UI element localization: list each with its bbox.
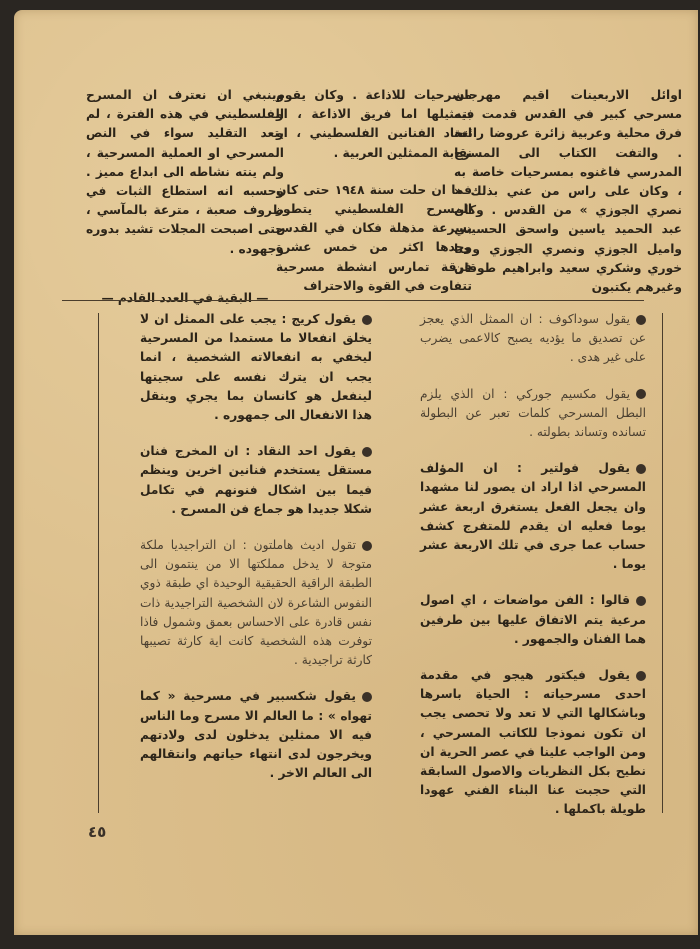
magazine-page: [14, 10, 698, 935]
quote-item: يقول سوداكوف : ان الممثل الذي يعجز عن تصديق ما يؤديه يصبح كالاعمى يضرب على غير هدى .: [420, 312, 646, 365]
quote-item: يقول فيكتور هيجو في مقدمة احدى مسرحياته : الحياة باسرها وباشكالها التي لا تعد ولا تحصى يجب ان تكون نموذجا للكاتب المسرحي ، ومن الواجب علينا في عصر الحرية ان نطيح بكل النظريات والاصول السابقة التي حجبت عنا البناء الفني عهودا طويلة باكملها .: [420, 668, 646, 817]
bullet-icon: [362, 315, 372, 325]
box-border-right: [662, 313, 663, 813]
section-divider: [62, 300, 644, 301]
quote-item: تقول اديث هاملتون : ان التراجيديا ملكة متوجة لا يدخل مملكتها الا من ينتمون الى الطبقة الراقية الحقيقية الوحيدة اي طبقة ذوي النفوس الشاعرة لان الشخصية التراجيدية ذات نفس قادرة على الاحساس بعمق وشمول فاذا توفرت هذه الشخصية كانت اية كارثة تصيبها كارثة تراجيدية .: [140, 538, 372, 668]
box-border-left: [98, 313, 99, 813]
quote-item: يقول شكسبير في مسرحية « كما تهواه » : ما العالم الا مسرح وما الناس فيه الا ممثلين يدخلون لدى ولادتهم ويخرجون لدى انتهاء حياتهم وانتقالهم الى العالم الاخر .: [140, 689, 372, 781]
article-column-right: [454, 86, 682, 297]
quote-item: قالوا : الفن مواضعات ، اي اصول مرعية يتم الاتفاق عليها بين طرفين هما الفنان والجمهور .: [420, 593, 646, 646]
bullet-icon: [362, 692, 372, 702]
quote-item: يقول احد النقاد : ان المخرج فنان مستقل يستخدم فنانين اخرين وينظم فيما بين اشكال فنونهم في تكامل شكلا جديدا هو جماع فن المسرح .: [140, 444, 372, 516]
article-paragraph: مسرحيات للاذاعة . وكان يقوم بتمثيلها اما فريق الاذاعة ، او اتحاد الفنانين الفلسطيني ، او نقابة الممثلين العربية .: [276, 88, 472, 160]
quote-item: يقول فولتير : ان المؤلف المسرحي اذا اراد ان يصور لنا مشهدا وان يجعل الفعل يستغرق اربعة عشر يوما فعليه ان يقدم للمتفرج كشف حساب عما جرى في تلك الاربعة عشر يوما .: [420, 461, 646, 572]
bullet-icon: [636, 389, 646, 399]
bullet-icon: [362, 541, 372, 551]
bullet-icon: [362, 447, 372, 457]
bullet-icon: [636, 464, 646, 474]
quote-item: يقول مكسيم جوركي : ان الذي يلزم البطل المسرحي كلمات تعبر عن البطولة تسانده وتساند بطولته .: [420, 386, 646, 440]
article-column-middle: [276, 86, 472, 296]
page-number: ٤٥: [88, 823, 107, 841]
quotes-column-left: [140, 310, 372, 800]
article-paragraph: اوائل الاربعينات اقيم مهرجان مسرحي كبير في القدس قدمت فيه فرق محلية وعربية زائرة عروضا رائعة . والتفت الكتاب الى المسرح المدرسي فاغنوه بمسرحيات خاصة به ، وكان على راس من عني بذلك « نصري الجوزي » من القدس . وكان عبد الحميد ياسين واسحق الحسيني واميل الجوزي ونصري الجوزي وحنا خوري وشكري سعيد وابراهيم طوقان وغيرهم يكتبون: [454, 88, 682, 295]
bullet-icon: [636, 315, 646, 325]
article-column-left: [86, 86, 284, 308]
quote-item: يقول كريج : يجب على الممثل ان لا يخلق انفعالا ما مستمدا من المسرحية ليخفي به انفعالاته الشخصية ، انما يجب ان يترك نفسه على سجيتها لينفعل هو كانسان بما يجري وينقل هذا الانفعال الى جمهوره .: [140, 312, 372, 423]
article-paragraph: وينبغي ان نعترف ان المسرح الفلسطيني في هذه الفترة ، لم يتعد التقليد سواء في النص المسرحي او العملية المسرحية ، ولم ينته نشاطه الى ابداع مميز . وحسبه انه استطاع الثبات في ظروف صعبة ، مترعة بالمآسي ، حتى اصبحت المجلات تشيد بدوره وجهوده .: [86, 88, 284, 256]
continued-note: — البقية في العدد القادم —: [101, 290, 269, 305]
bullet-icon: [636, 671, 646, 681]
quotes-column-right: [420, 310, 646, 837]
bullet-icon: [636, 596, 646, 606]
article-paragraph: فما ان حلت سنة ١٩٤٨ حتى كان المسرح الفلسطيني يتطور بسرعة مذهلة فكان في القدس وحدها اكثر من خمس عشرة فرقة تمارس انشطة مسرحية تتفاوت في القوة والاحتراف: [276, 182, 472, 293]
